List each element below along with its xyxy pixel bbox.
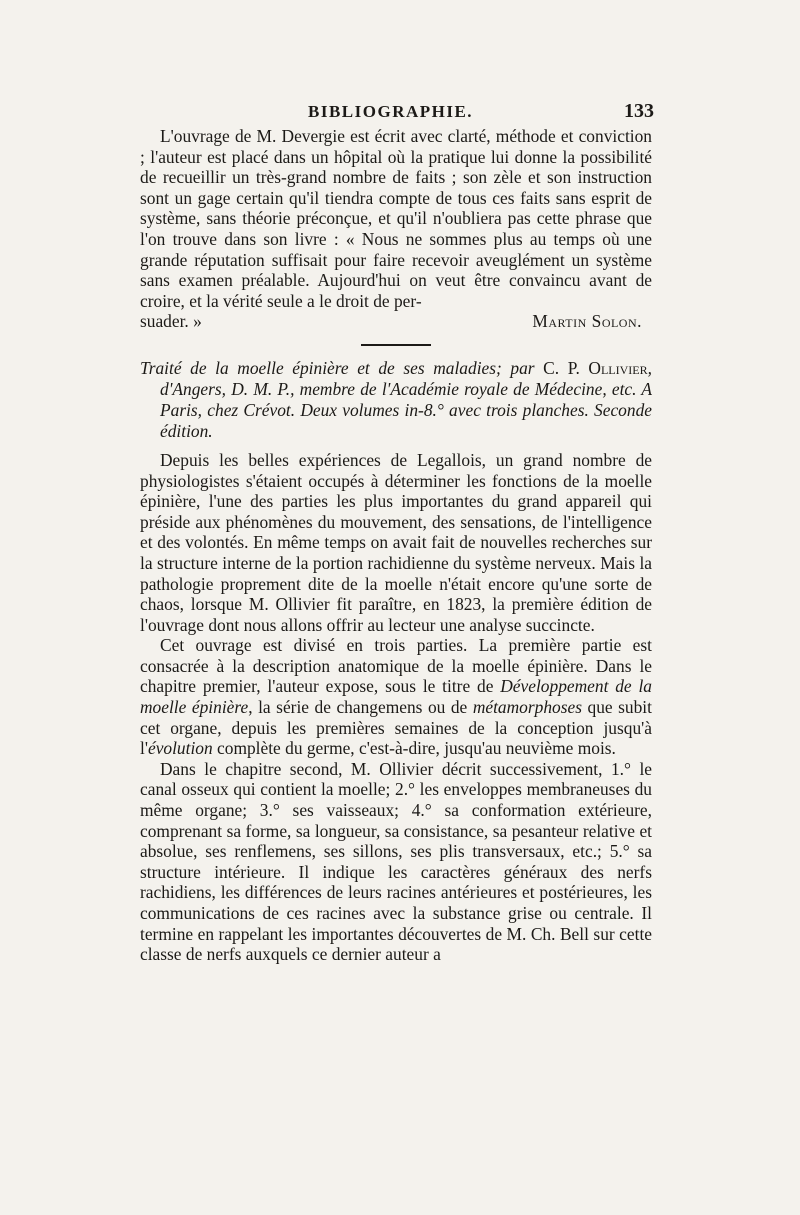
p3-text-b: , la série de changemens ou de bbox=[248, 697, 473, 718]
p3-italic-1: Développement de la moelle épinière bbox=[140, 676, 652, 718]
page-number: 133 bbox=[624, 100, 654, 122]
p3-text-a: Cet ouvrage est divisé en trois parties. La première partie est consacrée à la description anatomique de la moelle épinière. Dans le chapitre premier, l'auteur expose, sous le titre de bbox=[140, 635, 652, 697]
review-signature: Martin Solon. bbox=[532, 311, 642, 332]
review-end-paragraph: L'ouvrage de M. Devergie est écrit avec clarté, méthode et conviction ; l'auteur est placé dans un hôpital où la pratique lui donne la possibilité de recueillir un très-grand nombre de faits ; son zèle et son instruction sont un gage certain qu'il tiendra compte de tous ces faits sans esprit de système, sans théorie préconçue, et qu'il n'oubliera pas cette phrase que l'on trouve dans son livre : « Nous ne sommes plus au temps où une grande réputation suffisait pour faire recevoir aveuglément un système sans examen préalable. Aujourd'hui on veut être convaincu avant de croire, et la vérité seule a le droit de per- bbox=[140, 126, 652, 311]
p3-italic-3: évolution bbox=[147, 738, 213, 759]
page-body bbox=[140, 126, 652, 965]
p3-text-d: complète du germe, c'est-à-dire, jusqu'au neuvième mois. bbox=[212, 738, 616, 759]
review-paragraph-1: Depuis les belles expériences de Legallois, un grand nombre de physiologistes s'étaient occupés à déterminer les fonctions de la moelle épinière, l'une des parties les plus importantes du grand appareil qui préside aux phénomènes du mouvement, des sensations, de l'intelligence et des volontés. En même temps on avait fait de nouvelles recherches sur la structure interne de la portion rachidienne du système nerveux. Mais la pathologie proprement dite de la moelle n'était encore qu'une sorte de chaos, lorsque M. Ollivier fit paraître, en 1823, la première édition de l'ouvrage dont nous allons offrir au lecteur une analyse succincte. bbox=[140, 449, 652, 635]
review-heading bbox=[140, 358, 652, 442]
running-head: BIBLIOGRAPHIE. bbox=[308, 102, 474, 121]
review-title-part-1: Traité de la moelle épinière et de ses maladies; par bbox=[140, 357, 544, 378]
review-paragraph-2 bbox=[140, 635, 652, 759]
signature-line bbox=[140, 311, 652, 332]
p3-italic-2: métamorphoses bbox=[472, 697, 582, 718]
closing-quote-text: suader. » bbox=[140, 311, 202, 332]
section-divider bbox=[361, 344, 431, 346]
p3-text-c: que subit cet organe, depuis les premières semaines de la conception jusqu'à l' bbox=[140, 697, 652, 759]
review-author: C. P. Ollivier bbox=[543, 357, 648, 378]
review-title-part-2: , d'Angers, D. M. P., membre de l'Académie royale de Médecine, etc. A Paris, chez Crévot. Deux volumes in-8.° avec trois planches. Seconde édition. bbox=[160, 357, 652, 441]
page-header bbox=[140, 100, 660, 126]
review-paragraph-3: Dans le chapitre second, M. Ollivier décrit successivement, 1.° le canal osseux qui contient la moelle; 2.° les enveloppes membraneuses du même organe; 3.° ses vaisseaux; 4.° sa conformation extérieure, comprenant sa forme, sa longueur, sa consistance, sa pesanteur relative et absolue, ses renflemens, ses sillons, ses plis transversaux, etc.; 5.° sa structure intérieure. Il indique les caractères généraux des nerfs rachidiens, les différences de leurs racines antérieures et postérieures, les communications de ces racines avec la substance grise ou centrale. Il termine en rappelant les importantes découvertes de M. Ch. Bell sur cette classe de nerfs auxquels ce dernier auteur a bbox=[140, 758, 652, 965]
